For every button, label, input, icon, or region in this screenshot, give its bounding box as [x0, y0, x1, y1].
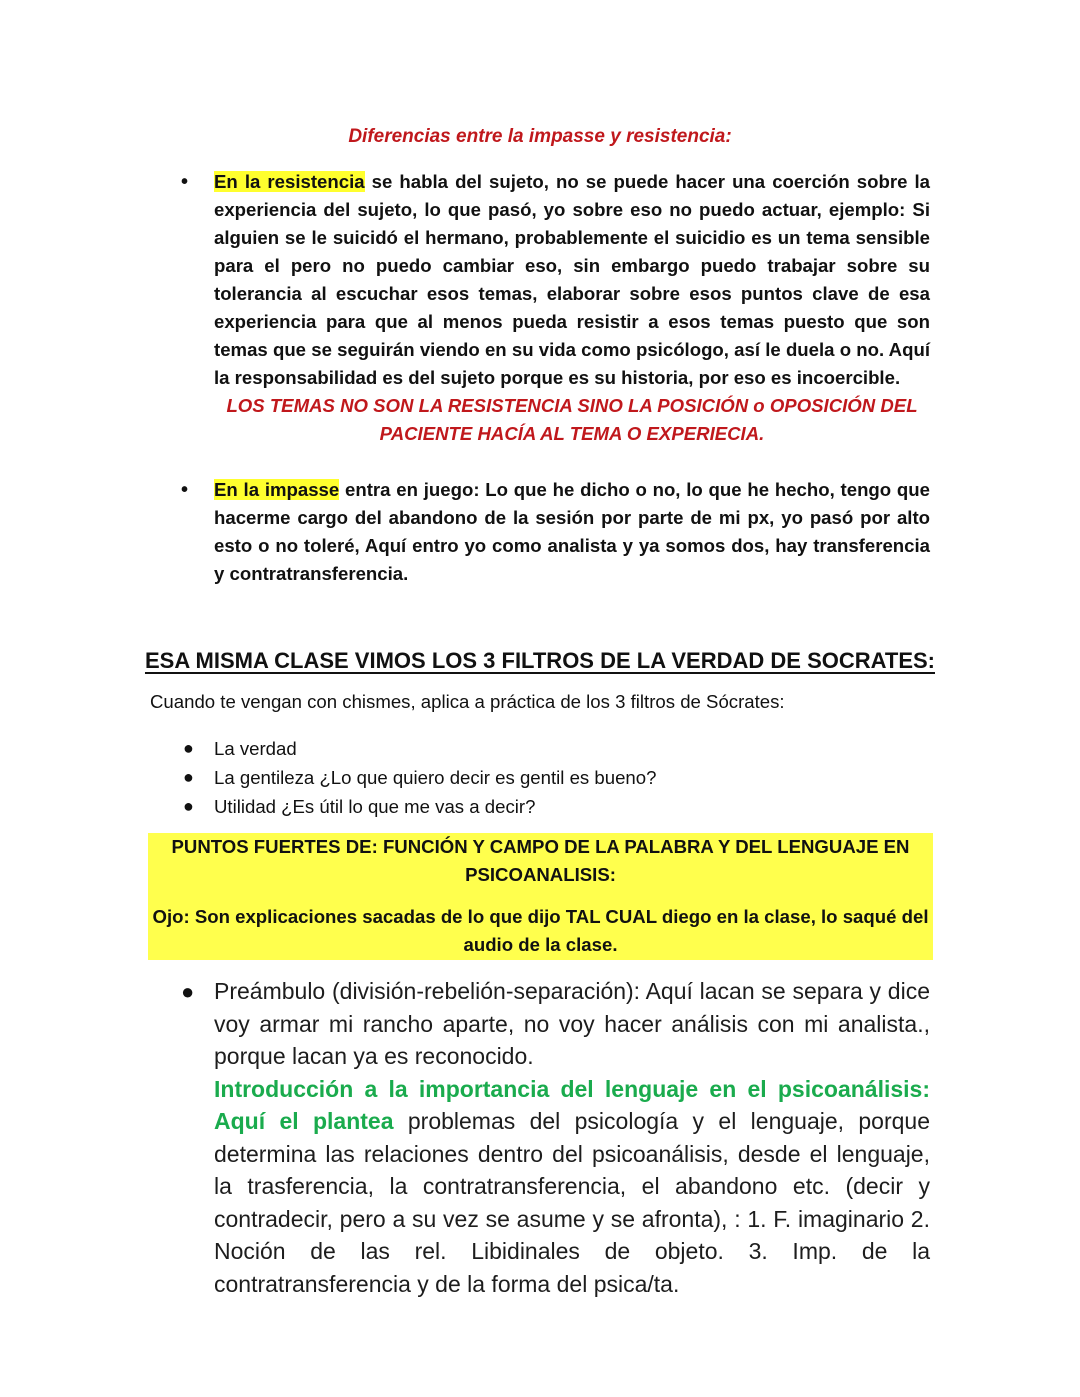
resistencia-note-line1: LOS TEMAS NO SON LA RESISTENCIA SINO LA POSICIÓN o OPOSICIÓN DEL — [226, 395, 918, 416]
green-heading: Introducción a la importancia del lenguaje en el psicoanálisis: Aquí el plantea — [214, 1075, 930, 1134]
filter-label: Utilidad ¿Es útil lo que me vas a decir? — [214, 796, 536, 817]
filters-list — [183, 734, 656, 821]
highlight-resistencia: En la resistencia — [214, 171, 365, 192]
paragraph-impasse — [214, 476, 930, 588]
list-item — [183, 792, 656, 821]
paragraph-resistencia — [214, 168, 930, 392]
socrates-intro: Cuando te vengan con chismes, aplica a práctica de los 3 filtros de Sócrates: — [150, 691, 785, 712]
list-item — [183, 734, 656, 763]
resistencia-text: se habla del sujeto, no se puede hacer una coerción sobre la experiencia del sujeto, lo que pasó, yo sobre eso no puedo actuar, ejemplo: Si alguien se le suicidó el hermano, probablemente el suicidio es un tema sensible para el pero no puedo cambiar eso, sin embargo puedo trabajar sobre su tolerancia al escuchar esos temas, elaborar sobre esos puntos clave de esa experiencia para que al menos pueda resistir a esos temas puesto que son temas que se seguirán viendo en su vida como psicólogo, así le duela o no. Aquí la responsabilidad es del sujeto porque es su historia, por eso es incoercible. — [214, 171, 930, 388]
impasse-text: entra en juego: Lo que he dicho o no, lo que he hecho, tengo que hacerme cargo del abandono de la sesión por parte de mi px, yo pasó por alto esto o no toleré, Aquí entro yo como analista y ya somos dos, hay transferencia y contratransferencia. — [214, 479, 930, 584]
list-item — [183, 763, 656, 792]
bullet-icon: ● — [181, 979, 195, 1004]
box-title-line1: PUNTOS FUERTES DE: FUNCIÓN Y CAMPO DE LA PALABRA Y DEL LENGUAJE EN — [171, 836, 910, 857]
bullet-icon: • — [181, 479, 189, 501]
preambulo-text: Preámbulo (división-rebelión-separación): Aquí lacan se separa y dice voy armar mi rancho aparte, no voy hacer análisis con mi analista., porque lacan ya es reconocido. — [214, 978, 930, 1069]
lenguaje-text: problemas del psicología y el lenguaje, porque determina las relaciones dentro del psicoanálisis, desde el lenguaje, la trasferencia, la contratransferencia, el abandono etc. (decir y contradecir, pero a su vez se asume y se afronta), : 1. F. imaginario 2. Noción de las rel. Libidinales de objeto. 3. Imp. de la contratransferencia y de la forma del psica/ta. — [214, 1108, 930, 1297]
bullet-icon: ● — [183, 767, 194, 787]
highlight-impasse: En la impasse — [214, 479, 340, 500]
bullet-icon: ● — [183, 796, 194, 816]
resistencia-note-line2: PACIENTE HACÍA AL TEMA O EXPERIECIA. — [379, 423, 765, 444]
bullet-icon: • — [181, 171, 189, 193]
section-heading-socrates: ESA MISMA CLASE VIMOS LOS 3 FILTROS DE LA VERDAD DE SOCRATES: — [144, 648, 935, 673]
filter-label: La gentileza ¿Lo que quiero decir es gentil es bueno? — [214, 767, 657, 788]
filter-label: La verdad — [214, 738, 297, 759]
section-title-diferencias: Diferencias entre la impasse y resistencia: — [348, 126, 732, 147]
bullet-icon: ● — [183, 738, 194, 758]
highlight-box — [148, 833, 933, 960]
box-title-line2: PSICOANALISIS: — [465, 864, 616, 885]
paragraph-preambulo — [214, 975, 930, 1300]
box-note-line2: audio de la clase. — [463, 934, 618, 955]
box-note-line1: Ojo: Son explicaciones sacadas de lo que dijo TAL CUAL diego en la clase, lo saqué del — [152, 906, 929, 927]
